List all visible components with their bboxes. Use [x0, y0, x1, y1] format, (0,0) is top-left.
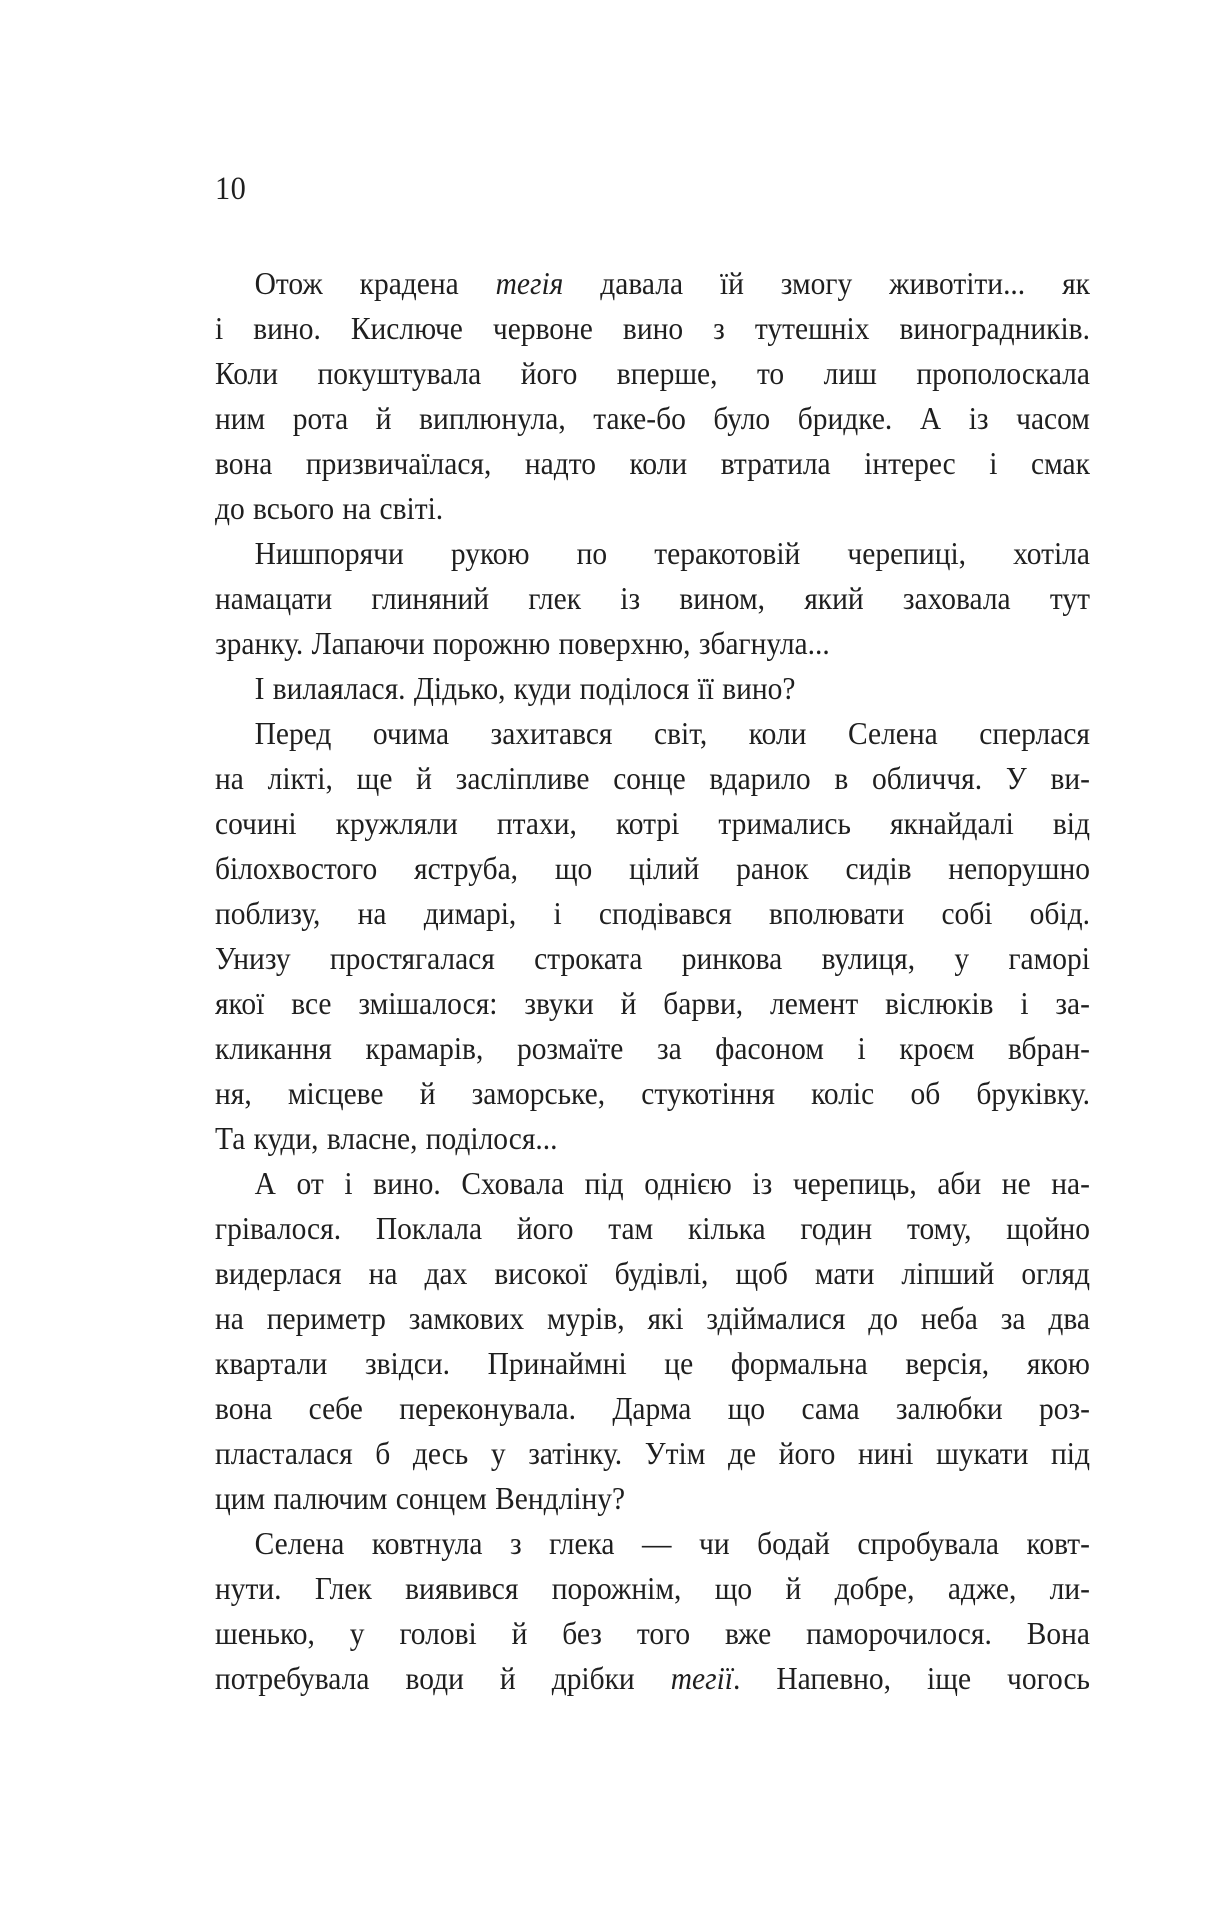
text-segment: нути. Глек виявився порожнім, що й добре, адже, ли- — [215, 1570, 1090, 1606]
text-segment: Нишпорячи рукою по теракотовій черепиці, хотіла — [254, 535, 1090, 571]
text-segment: ним рота й виплюнула, таке-бо було бридке. А із часом — [215, 400, 1090, 436]
text-segment: Коли покуштувала його вперше, то лиш прополоскала — [215, 355, 1090, 391]
text-line — [215, 981, 1090, 1026]
text-line — [215, 486, 1090, 531]
page-number: 10 — [215, 171, 247, 207]
text-line — [215, 1431, 1090, 1476]
text-line — [215, 846, 1090, 891]
text-segment: зранку. Лапаючи порожню поверхню, збагнула... — [215, 625, 830, 661]
text-line — [215, 891, 1090, 936]
text-segment: Селена ковтнула з глека — чи бодай спробувала ковт- — [254, 1525, 1090, 1561]
text-line — [215, 1566, 1090, 1611]
text-segment: якої все змішалося: звуки й барви, лемент віслюків і за- — [215, 985, 1090, 1021]
text-line — [215, 1296, 1090, 1341]
text-line — [215, 936, 1090, 981]
text-segment: квартали звідси. Принаймні це формальна версія, якою — [215, 1345, 1090, 1381]
text-segment: Унизу простягалася строката ринкова вулиця, у гаморі — [215, 940, 1090, 976]
text-line — [215, 621, 1090, 666]
text-line — [215, 1656, 1090, 1701]
text-segment: і вино. Кислюче червоне вино з тутешніх виноградників. — [215, 310, 1090, 346]
text-segment: ня, місцеве й заморське, стукотіння коліс об бруківку. — [215, 1075, 1090, 1111]
text-line — [215, 1026, 1090, 1071]
text-line — [215, 441, 1090, 486]
text-segment: Перед очима захитався світ, коли Селена сперлася — [254, 715, 1090, 751]
text-line — [215, 351, 1090, 396]
text-segment: намацати глиняний глек із вином, який заховала тут — [215, 580, 1090, 616]
text-line — [215, 531, 1090, 576]
text-segment: пласталася б десь у затінку. Утім де його нині шукати під — [215, 1435, 1090, 1471]
text-segment: до всього на світі. — [215, 490, 444, 526]
text-segment: кликання крамарів, розмаїте за фасоном і кроєм вбран- — [215, 1030, 1090, 1066]
text-segment: сочині кружляли птахи, котрі тримались якнайдалі від — [215, 805, 1090, 841]
text-segment: А от і вино. Сховала під однією із черепиць, аби не на- — [254, 1165, 1090, 1201]
text-block — [215, 261, 1090, 1701]
text-line — [215, 576, 1090, 621]
text-segment: вона призвичаїлася, надто коли втратила інтерес і смак — [215, 445, 1090, 481]
text-line — [215, 1611, 1090, 1656]
text-segment: на периметр замкових мурів, які здіймалися до неба за два — [215, 1300, 1090, 1336]
text-segment: потребувала води й дрібки — [215, 1660, 671, 1696]
text-line — [215, 1161, 1090, 1206]
text-line — [215, 1476, 1090, 1521]
text-line — [215, 1341, 1090, 1386]
text-line — [215, 396, 1090, 441]
text-line — [215, 711, 1090, 756]
text-line — [215, 666, 1090, 711]
italic-text-segment: тегія — [495, 265, 564, 301]
text-line — [215, 1206, 1090, 1251]
text-segment: поблизу, на димарі, і сподівався вполювати собі обід. — [215, 895, 1090, 931]
text-segment: Та куди, власне, поділося... — [215, 1120, 558, 1156]
text-segment: давала їй змогу животіти... як — [563, 265, 1090, 301]
text-segment: вона себе переконувала. Дарма що сама залюбки роз- — [215, 1390, 1090, 1426]
text-segment: цим палючим сонцем Вендліну? — [215, 1480, 626, 1516]
text-line — [215, 1251, 1090, 1296]
text-line — [215, 1071, 1090, 1116]
italic-text-segment: тегії — [670, 1660, 733, 1696]
text-line — [215, 1521, 1090, 1566]
text-segment: шенько, у голові й без того вже паморочилося. Вона — [215, 1615, 1090, 1651]
text-line — [215, 261, 1090, 306]
text-line — [215, 306, 1090, 351]
text-segment: Отож крадена — [254, 265, 496, 301]
text-segment: на лікті, ще й засліпливе сонце вдарило в обличчя. У ви- — [215, 760, 1090, 796]
text-line — [215, 1386, 1090, 1431]
text-line — [215, 801, 1090, 846]
text-segment: І вилаялася. Дідько, куди поділося її вино? — [254, 670, 796, 706]
text-segment: . Напевно, іще чогось — [732, 1660, 1090, 1696]
text-line — [215, 756, 1090, 801]
text-segment: видерлася на дах високої будівлі, щоб мати ліпший огляд — [215, 1255, 1090, 1291]
text-segment: грівалося. Поклала його там кілька годин тому, щойно — [215, 1210, 1090, 1246]
text-segment: білохвостого яструба, що цілий ранок сидів непорушно — [215, 850, 1090, 886]
text-line — [215, 1116, 1090, 1161]
